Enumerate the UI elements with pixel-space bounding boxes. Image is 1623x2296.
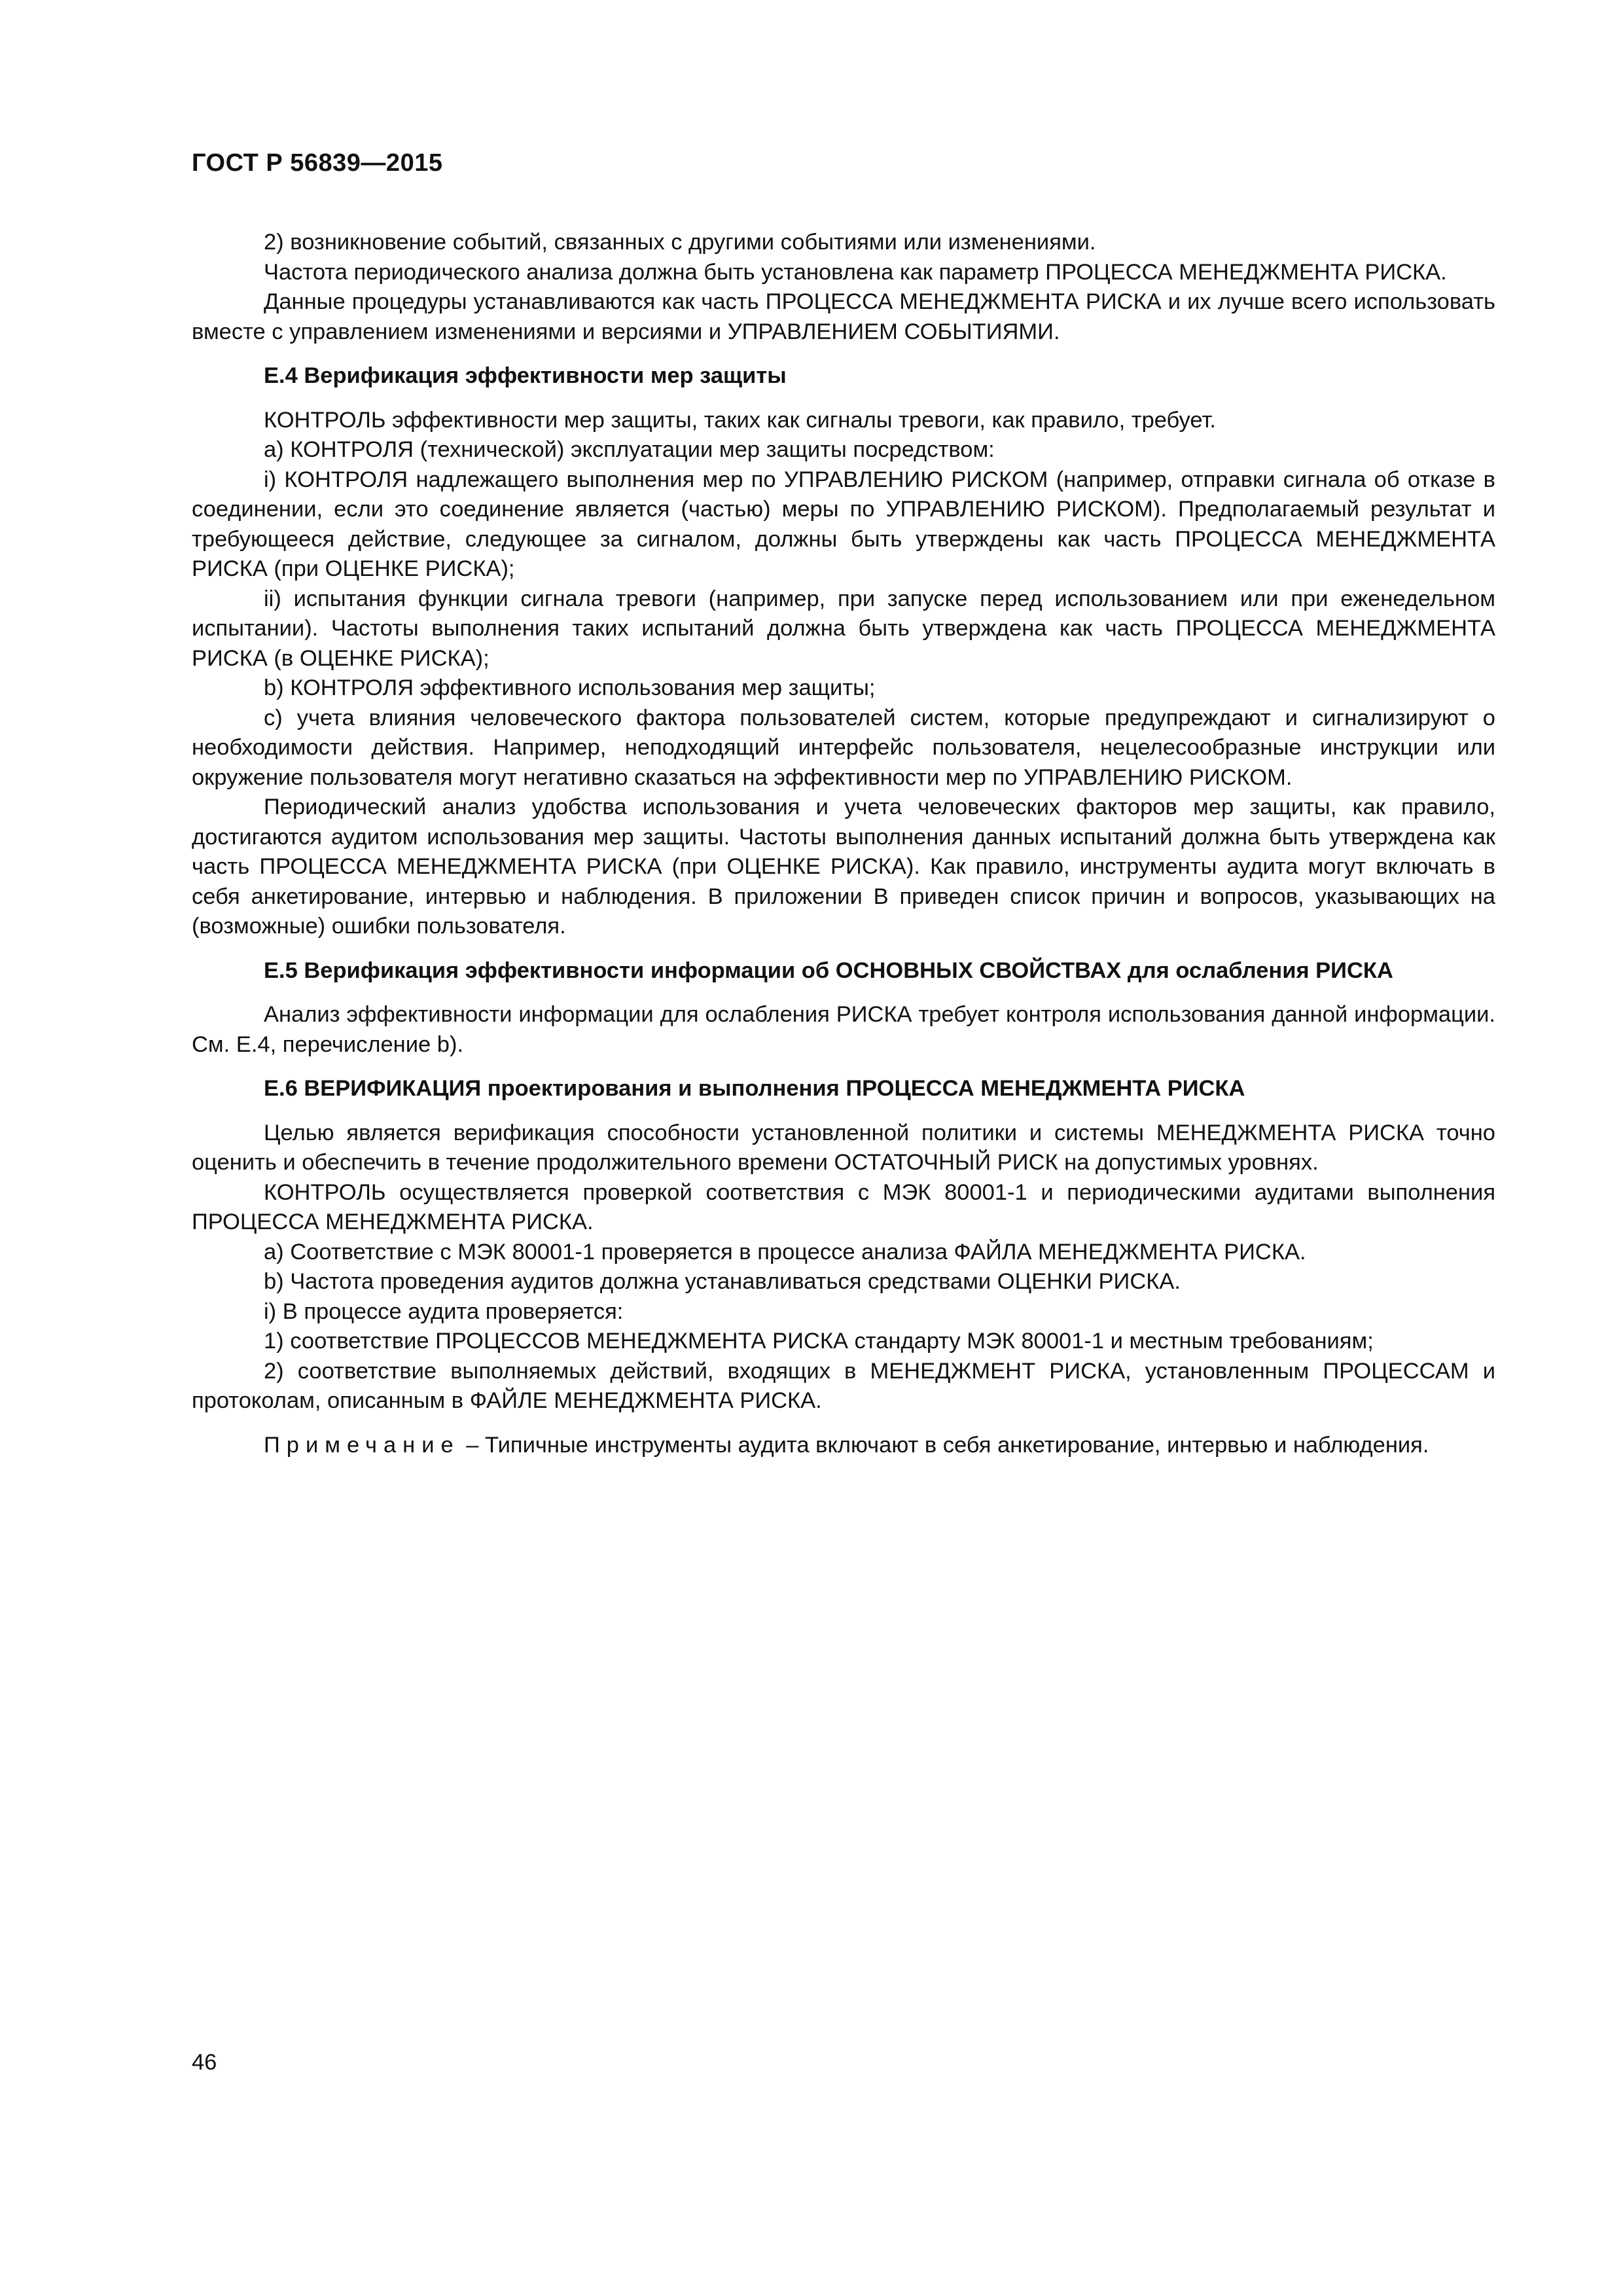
document-header: ГОСТ Р 56839—2015 (192, 149, 443, 177)
list-item: b) Частота проведения аудитов должна устанавливаться средствами ОЦЕНКИ РИСКА. (264, 1269, 1181, 1294)
list-item: i) КОНТРОЛЯ надлежащего выполнения мер по УПРАВЛЕНИЮ РИСКОМ (например, отправки сигнала об отказе в соединении, если это соединение является (частью) меры по УПРАВЛЕНИЮ РИСКОМ). Предполагаемый результат и требующееся действие, следующее за сигналом, должны быть утверждены как часть ПРОЦЕССА МЕНЕДЖМЕНТА РИСКА (при ОЦЕНКЕ РИСКА); (192, 467, 1495, 581)
section-heading-e6: Е.6 ВЕРИФИКАЦИЯ проектирования и выполнения ПРОЦЕССА МЕНЕДЖМЕНТА РИСКА (264, 1076, 1245, 1101)
paragraph: Данные процедуры устанавливаются как часть ПРОЦЕССА МЕНЕДЖМЕНТА РИСКА и их лучше всего использовать вместе с управлением изменениями и версиями и УПРАВЛЕНИЕМ СОБЫТИЯМИ. (192, 289, 1495, 344)
paragraph: КОНТРОЛЬ эффективности мер защиты, таких как сигналы тревоги, как правило, требует. (264, 407, 1217, 433)
paragraph: Анализ эффективности информации для ослабления РИСКА требует контроля использования данной информации. См. Е.4, перечисление b). (192, 1002, 1495, 1057)
list-item: i) В процессе аудита проверяется: (264, 1299, 624, 1324)
list-item: 1) соответствие ПРОЦЕССОВ МЕНЕДЖМЕНТА РИСКА стандарту МЭК 80001-1 и местным требованиям; (264, 1329, 1374, 1354)
page-number: 46 (192, 2050, 217, 2075)
paragraph: 2) возникновение событий, связанных с другими событиями или изменениями. (264, 230, 1096, 255)
list-item: ii) испытания функции сигнала тревоги (например, при запуске перед использованием или при еженедельном испытании). Частоты выполнения таких испытаний должна быть утверждена как часть ПРОЦЕССА МЕНЕДЖМЕНТА РИСКА (в ОЦЕНКЕ РИСКА); (192, 586, 1495, 671)
section-heading-e5: Е.5 Верификация эффективности информации об ОСНОВНЫХ СВОЙСТВАХ для ослабления РИСКА (264, 958, 1393, 983)
paragraph: КОНТРОЛЬ осуществляется проверкой соответствия с МЭК 80001-1 и периодическими аудитами выполнения ПРОЦЕССА МЕНЕДЖМЕНТА РИСКА. (192, 1179, 1495, 1234)
paragraph: Целью является верификация способности установленной политики и системы МЕНЕДЖМЕНТА РИСКА точно оценить и обеспечить в течение продолжительного времени ОСТАТОЧНЫЙ РИСК на допустимых уровнях. (192, 1120, 1495, 1175)
note-text: – Типичные инструменты аудита включают в себя анкетирование, интервью и наблюдения. (459, 1432, 1429, 1458)
list-item: а) Соответствие с МЭК 80001-1 проверяется в процессе анализа ФАЙЛА МЕНЕДЖМЕНТА РИСКА. (264, 1239, 1306, 1265)
document-body (192, 228, 1495, 1460)
paragraph: Периодический анализ удобства использования и учета человеческих факторов мер защиты, как правило, достигаются аудитом использования мер защиты. Частоты выполнения данных испытаний должна быть утверждена как часть ПРОЦЕССА МЕНЕДЖМЕНТА РИСКА (при ОЦЕНКЕ РИСКА). Как правило, инструменты аудита могут включать в себя анкетирование, интервью и наблюдения. В приложении В приведен список причин и вопросов, указывающих на (возможные) ошибки пользователя. (192, 795, 1495, 939)
list-item: 2) соответствие выполняемых действий, входящих в МЕНЕДЖМЕНТ РИСКА, установленным ПРОЦЕССАМ и протоколам, описанным в ФАЙЛЕ МЕНЕДЖМЕНТА РИСКА. (192, 1358, 1495, 1413)
section-heading-e4: Е.4 Верификация эффективности мер защиты (264, 363, 787, 388)
list-item: а) КОНТРОЛЯ (технической) эксплуатации мер защиты посредством: (264, 437, 995, 462)
list-item: b) КОНТРОЛЯ эффективного использования мер защиты; (264, 675, 876, 700)
paragraph: Частота периодического анализа должна быть установлена как параметр ПРОЦЕССА МЕНЕДЖМЕНТА РИСКА. (264, 259, 1447, 285)
note (192, 1431, 1495, 1461)
list-item: с) учета влияния человеческого фактора пользователей систем, которые предупреждают и сигнализируют о необходимости действия. Например, неподходящий интерфейс пользователя, нецелесообразные инструкции или окружение пользователя могут негативно сказаться на эффективности мер по УПРАВЛЕНИЮ РИСКОМ. (192, 705, 1495, 790)
note-label: Примечание (264, 1432, 460, 1458)
